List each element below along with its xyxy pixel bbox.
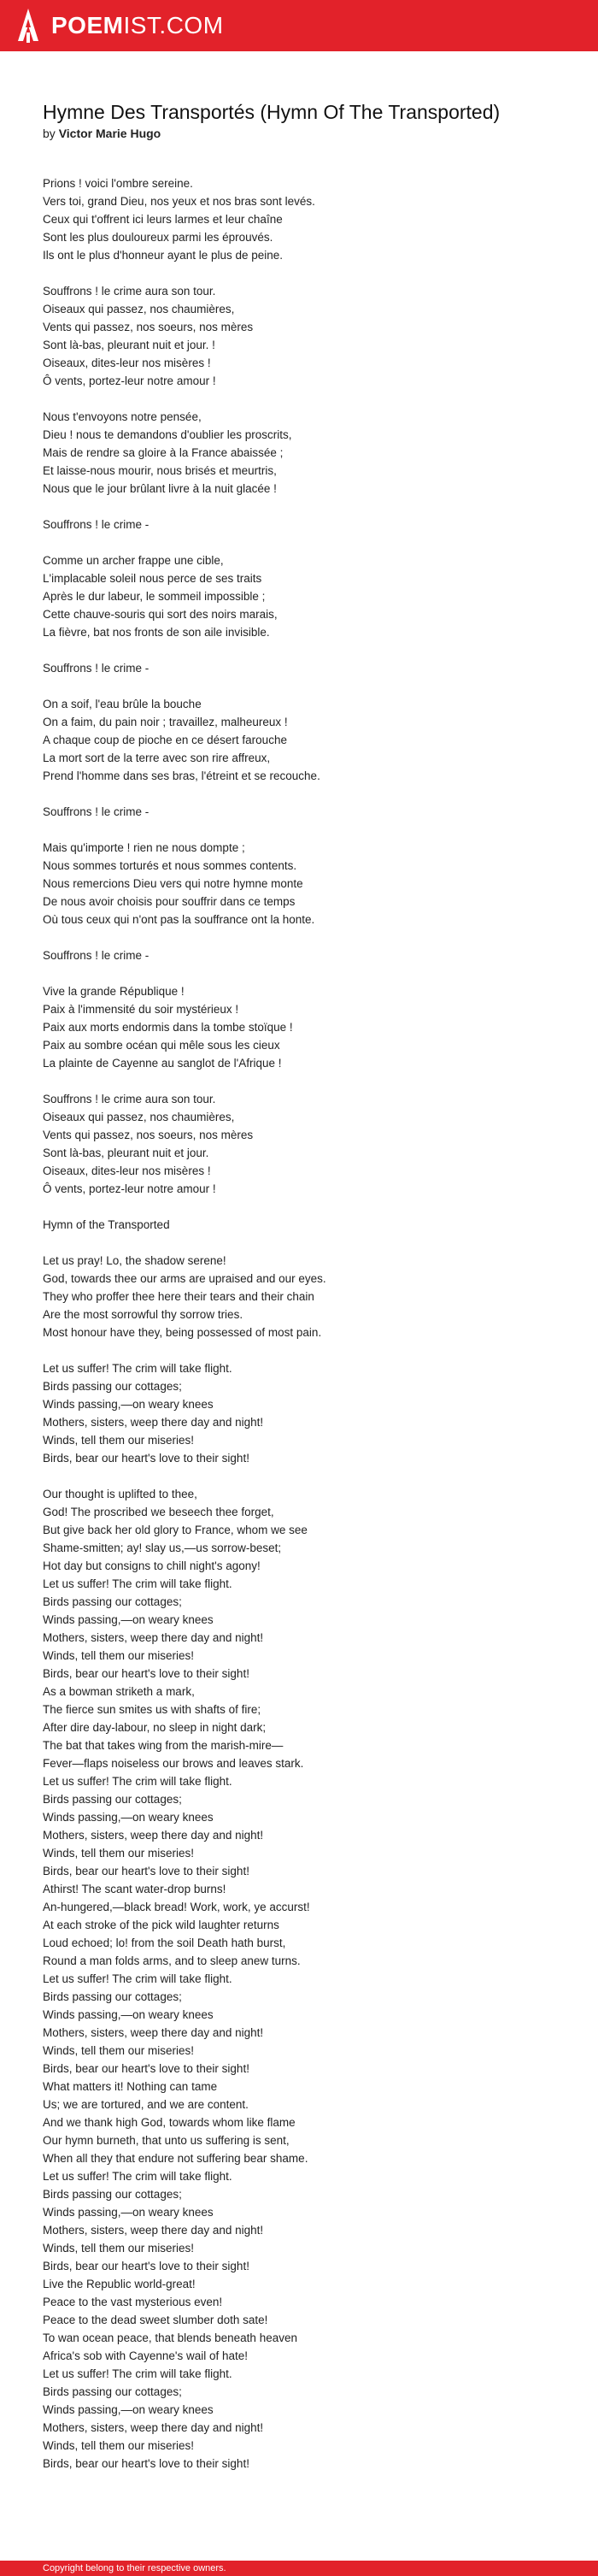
poem-line: Fever—flaps noiseless our brows and leaves stark. <box>43 1757 304 1770</box>
stanza <box>43 982 555 1072</box>
stanza <box>43 174 555 264</box>
poem-line: An-hungered,—black bread! Work, work, ye accurst! <box>43 1901 310 1913</box>
poem-line: Peace to the dead sweet slumber doth sate! <box>43 2314 268 2326</box>
poem-line: Loud echoed; lo! from the soil Death hath burst, <box>43 1936 286 1949</box>
poem-line: Us; we are tortured, and we are content. <box>43 2098 249 2111</box>
poem-line: To wan ocean peace, that blends beneath heaven <box>43 2331 297 2344</box>
poem-line: Vive la grande République ! <box>43 985 185 998</box>
poem-line: Souffrons ! le crime aura son tour. <box>43 1093 216 1105</box>
poem-line: Mais de rendre sa gloire à la France abaissée ; <box>43 446 284 459</box>
poem-line: But give back her old glory to France, whom we see <box>43 1524 308 1536</box>
poem-line: Birds, bear our heart's love to their sight! <box>43 2062 249 2075</box>
poem-line: Most honour have they, being possessed of most pain. <box>43 1326 322 1339</box>
poem-line: Birds, bear our heart's love to their sight! <box>43 1452 249 1465</box>
poem-line: Paix à l'immensité du soir mystérieux ! <box>43 1003 239 1016</box>
poem-line: Ceux qui t'offrent ici leurs larmes et leur chaîne <box>43 213 283 226</box>
poem-line: Birds passing our cottages; <box>43 2385 182 2398</box>
copyright-text: Copyright belong to their respective owners. <box>43 2563 226 2573</box>
poem-line: La fièvre, bat nos fronts de son aile invisible. <box>43 626 270 639</box>
poem-line: La plainte de Cayenne au sanglot de l'Afrique ! <box>43 1057 282 1070</box>
poem-title: Hymne Des Transportés (Hymn Of The Transported) <box>43 101 501 123</box>
stanza <box>43 839 555 928</box>
poem-line: Winds passing,—on weary knees <box>43 2206 214 2219</box>
poem-line: Cette chauve-souris qui sort des noirs marais, <box>43 608 278 621</box>
poem-line: Let us suffer! The crim will take flight. <box>43 2367 232 2380</box>
poem-line: Our thought is uplifted to thee, <box>43 1488 197 1500</box>
poem-line: Comme un archer frappe une cible, <box>43 554 224 567</box>
poem-line: Souffrons ! le crime - <box>43 949 150 962</box>
stanza <box>43 1090 555 1198</box>
stanza <box>43 1359 555 1467</box>
poem-line: The bat that takes wing from the marish-mire— <box>43 1739 284 1752</box>
poem-line: Mothers, sisters, weep there day and night! <box>43 2224 264 2237</box>
poem-line: As a bowman striketh a mark, <box>43 1685 195 1698</box>
poem-line: Prend l'homme dans ses bras, l'étreint et se recouche. <box>43 769 320 782</box>
poem-line: Ô vents, portez-leur notre amour ! <box>43 374 216 387</box>
author-link[interactable]: Victor Marie Hugo <box>58 127 161 140</box>
poem-line: Winds passing,—on weary knees <box>43 1398 214 1411</box>
poem-line: Birds passing our cottages; <box>43 1793 182 1806</box>
poem-line: Let us suffer! The crim will take flight. <box>43 1775 232 1788</box>
poem-line: At each stroke of the pick wild laughter returns <box>43 1919 279 1931</box>
poem-line: Winds passing,—on weary knees <box>43 1613 214 1626</box>
poem-line: Ils ont le plus d'honneur ayant le plus de peine. <box>43 249 284 262</box>
poem-line: Winds, tell them our miseries! <box>43 2439 195 2452</box>
stanza <box>43 1252 555 1341</box>
poem-line: Prions ! voici l'ombre sereine. <box>43 177 193 190</box>
poem-line: Vers toi, grand Dieu, nos yeux et nos bras sont levés. <box>43 195 315 208</box>
site-name-light: IST.COM <box>123 12 224 38</box>
poem-line: Vents qui passez, nos soeurs, nos mères <box>43 1129 254 1141</box>
poem-line: Winds, tell them our miseries! <box>43 2242 195 2255</box>
poem-line: Mothers, sisters, weep there day and night! <box>43 1829 264 1842</box>
stanza <box>43 659 555 677</box>
poem-line: Mothers, sisters, weep there day and night! <box>43 2421 264 2434</box>
poem-line: Sont là-bas, pleurant nuit et jour. <box>43 1147 209 1159</box>
poem-line: Mothers, sisters, weep there day and night! <box>43 2026 264 2039</box>
poem-line: Let us suffer! The crim will take flight. <box>43 1577 232 1590</box>
poem-body <box>43 174 555 2473</box>
poem-line: Shame-smitten; ay! slay us,—us sorrow-beset; <box>43 1541 282 1554</box>
stanza <box>43 282 555 390</box>
stanza <box>43 551 555 641</box>
poem-line: Paix aux morts endormis dans la tombe stoïque ! <box>43 1021 293 1034</box>
poem-line: And we thank high God, towards whom like flame <box>43 2116 296 2129</box>
stanza <box>43 1485 555 2473</box>
poem-line: Ô vents, portez-leur notre amour ! <box>43 1182 216 1195</box>
poem-line: Birds passing our cottages; <box>43 1380 182 1393</box>
poem-line: Paix au sombre océan qui mêle sous les cieux <box>43 1039 280 1052</box>
site-logo[interactable] <box>51 12 224 39</box>
poem-line: Birds passing our cottages; <box>43 2188 182 2201</box>
poem-line: Sont les plus douloureux parmi les éprouvés. <box>43 231 273 244</box>
poem-line: Round a man folds arms, and to sleep anew turns. <box>43 1954 301 1967</box>
poem-line: De nous avoir choisis pour souffrir dans ce temps <box>43 895 296 908</box>
poem-line: La mort sort de la terre avec son rire affreux, <box>43 752 271 764</box>
poem-line: God! The proscribed we beseech thee forget, <box>43 1506 274 1518</box>
poem-line: Mothers, sisters, weep there day and night! <box>43 1416 264 1429</box>
poem-line: Vents qui passez, nos soeurs, nos mères <box>43 321 254 333</box>
poem-line: Nous que le jour brûlant livre à la nuit glacée ! <box>43 482 277 495</box>
poem-line: Mothers, sisters, weep there day and night! <box>43 1631 264 1644</box>
quill-logo-icon[interactable] <box>15 7 41 44</box>
poem-content <box>0 51 598 2473</box>
poem-line: Live the Republic world-great! <box>43 2278 196 2290</box>
poem-line: When all they that endure not suffering bear shame. <box>43 2152 308 2165</box>
poem-line: Let us suffer! The crim will take flight. <box>43 1972 232 1985</box>
poem-line: God, towards thee our arms are upraised and our eyes. <box>43 1272 326 1285</box>
poem-line: Winds passing,—on weary knees <box>43 1811 214 1824</box>
stanza <box>43 516 555 533</box>
stanza <box>43 695 555 785</box>
poem-line: Dieu ! nous te demandons d'oublier les proscrits, <box>43 428 292 441</box>
site-footer <box>0 2561 598 2576</box>
poem-line: Winds, tell them our miseries! <box>43 1847 195 1860</box>
poem-line: Let us pray! Lo, the shadow serene! <box>43 1254 226 1267</box>
poem-line: Let us suffer! The crim will take flight. <box>43 1362 232 1375</box>
poem-line: Nous sommes torturés et nous sommes contents. <box>43 859 297 872</box>
poem-line: Oiseaux, dites-leur nos misères ! <box>43 1164 211 1177</box>
poem-line: Nous remercions Dieu vers qui notre hymne monte <box>43 877 303 890</box>
poem-line: Peace to the vast mysterious even! <box>43 2296 223 2308</box>
poem-line: Let us suffer! The crim will take flight. <box>43 2170 232 2183</box>
stanza <box>43 946 555 964</box>
poem-line: Birds, bear our heart's love to their sight! <box>43 2260 249 2272</box>
poem-line: Souffrons ! le crime - <box>43 805 150 818</box>
poem-line: After dire day-labour, no sleep in night dark; <box>43 1721 267 1734</box>
poem-line: Hot day but consigns to chill night's agony! <box>43 1559 261 1572</box>
poem-line: Birds passing our cottages; <box>43 1990 182 2003</box>
site-name-bold: POEM <box>51 12 124 38</box>
poem-line: Mais qu'importe ! rien ne nous dompte ; <box>43 841 245 854</box>
byline <box>43 125 555 142</box>
poem-line: Et laisse-nous mourir, nous brisés et meurtris, <box>43 464 277 477</box>
poem-line: Birds, bear our heart's love to their sight! <box>43 2457 249 2470</box>
poem-line: What matters it! Nothing can tame <box>43 2080 218 2093</box>
poem-line: Où tous ceux qui n'ont pas la souffrance ont la honte. <box>43 913 315 926</box>
poem-line: Oiseaux qui passez, nos chaumières, <box>43 1111 235 1123</box>
poem-line: Winds passing,—on weary knees <box>43 2008 214 2021</box>
poem-line: Our hymn burneth, that unto us suffering is sent, <box>43 2134 290 2147</box>
poem-line: The fierce sun smites us with shafts of fire; <box>43 1703 261 1716</box>
poem-line: Are the most sorrowful thy sorrow tries. <box>43 1308 243 1321</box>
poem-line: Birds, bear our heart's love to their sight! <box>43 1667 249 1680</box>
poem-line: L'implacable soleil nous perce de ses traits <box>43 572 262 585</box>
poem-line: Nous t'envoyons notre pensée, <box>43 410 202 423</box>
poem-line: Souffrons ! le crime - <box>43 518 150 531</box>
poem-line: Birds passing our cottages; <box>43 1595 182 1608</box>
poem-line: Winds, tell them our miseries! <box>43 1434 195 1447</box>
poem-line: Hymn of the Transported <box>43 1218 170 1231</box>
poem-line: Oiseaux, dites-leur nos misères ! <box>43 357 211 369</box>
poem-line: On a faim, du pain noir ; travaillez, malheureux ! <box>43 716 288 728</box>
stanza <box>43 1216 555 1234</box>
site-header <box>0 0 598 51</box>
poem-line: Africa's sob with Cayenne's wail of hate! <box>43 2349 249 2362</box>
poem-line: A chaque coup de pioche en ce désert farouche <box>43 734 287 746</box>
poem-line: Winds passing,—on weary knees <box>43 2403 214 2416</box>
poem-line: Souffrons ! le crime - <box>43 662 150 675</box>
poem-line: Winds, tell them our miseries! <box>43 2044 195 2057</box>
poem-line: On a soif, l'eau brûle la bouche <box>43 698 202 710</box>
poem-line: Oiseaux qui passez, nos chaumières, <box>43 303 235 315</box>
poem-line: Souffrons ! le crime aura son tour. <box>43 285 216 298</box>
poem-line: Winds, tell them our miseries! <box>43 1649 195 1662</box>
poem-line: Birds, bear our heart's love to their sight! <box>43 1865 249 1877</box>
stanza <box>43 803 555 821</box>
by-label: by <box>43 127 56 140</box>
stanza <box>43 408 555 498</box>
poem-line: Athirst! The scant water-drop burns! <box>43 1883 226 1895</box>
poem-line: They who proffer thee here their tears and their chain <box>43 1290 314 1303</box>
poem-line: Sont là-bas, pleurant nuit et jour. ! <box>43 339 215 351</box>
poem-line: Après le dur labeur, le sommeil impossible ; <box>43 590 266 603</box>
